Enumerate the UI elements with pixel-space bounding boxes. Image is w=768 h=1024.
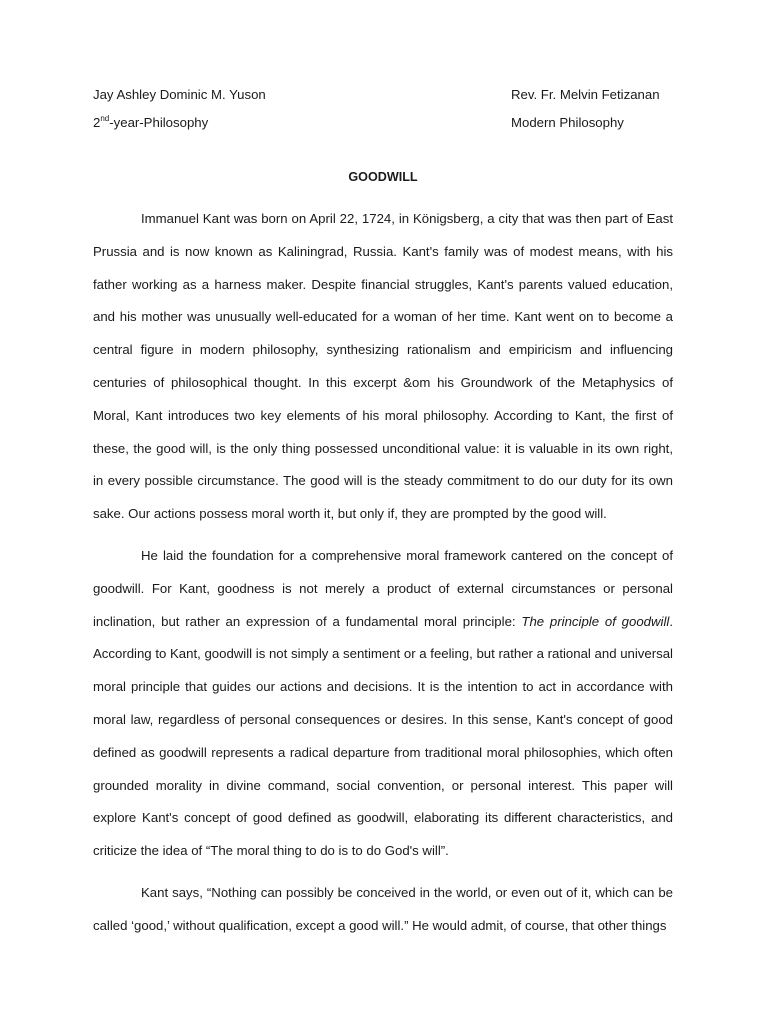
- course-name: Modern Philosophy: [511, 115, 624, 130]
- document-body: [93, 203, 673, 952]
- document-title: GOODWILL: [348, 170, 418, 184]
- year-ordinal: nd: [100, 113, 110, 123]
- header-row-course: [93, 114, 673, 132]
- paragraph-1: Immanuel Kant was born on April 22, 1724, in Königsberg, a city that was then part of East Prussia and is now known as Kaliningrad, Russia. Kant's family was of modest means, with his father working as a harness maker. Despite financial struggles, Kant's parents valued education, and his mother was unusually well-educated for a woman of her time. Kant went on to become a central figure in modern philosophy, synthesizing rationalism and empiricism and influencing centuries of philosophical thought. In this excerpt &om his Groundwork of the Metaphysics of Moral, Kant introduces two key elements of his moral philosophy. According to Kant, the first of these, the good will, is the only thing possessed unconditional value: it is valuable in its own right, in every possible circumstance. The good will is the steady commitment to do our duty for its own sake. Our actions possess moral worth it, but only if, they are prompted by the good will.: [93, 211, 673, 522]
- paragraph-2: [93, 540, 673, 868]
- paragraph-2-italic: The principle of goodwill: [521, 613, 670, 629]
- header-row-names: [93, 86, 673, 104]
- student-year: [93, 114, 208, 132]
- paragraph-2-text-a: He laid the foundation for a comprehensive moral framework cantered on the concept of goodwill. For Kant, goodness is not merely a product of external circumstances or personal inclination, but rather an expression of a fundamental moral principle:: [93, 547, 673, 629]
- paragraph-3: Kant says, “Nothing can possibly be conceived in the world, or even out of it, which can be called ‘good,’ without qualification, except a good will.” He would admit, of course, that other things: [93, 884, 673, 933]
- paragraph-2-text-b: . According to Kant, goodwill is not simply a sentiment or a feeling, but rather a rational and universal moral principle that guides our actions and decisions. It is the intention to act in accordance with moral law, regardless of personal consequences or desires. In this sense, Kant's concept of good defined as goodwill represents a radical departure from traditional moral philosophies, which often grounded morality in divine command, social convention, or personal interest. This paper will explore Kant's concept of good defined as goodwill, elaborating its different characteristics, and criticize the idea of “The moral thing to do is to do God's will”.: [93, 613, 673, 859]
- instructor-name: Rev. Fr. Melvin Fetizanan: [511, 87, 660, 102]
- author-name: Jay Ashley Dominic M. Yuson: [93, 87, 266, 102]
- year-number: 2: [93, 115, 101, 130]
- year-program: -year-Philosophy: [109, 115, 209, 130]
